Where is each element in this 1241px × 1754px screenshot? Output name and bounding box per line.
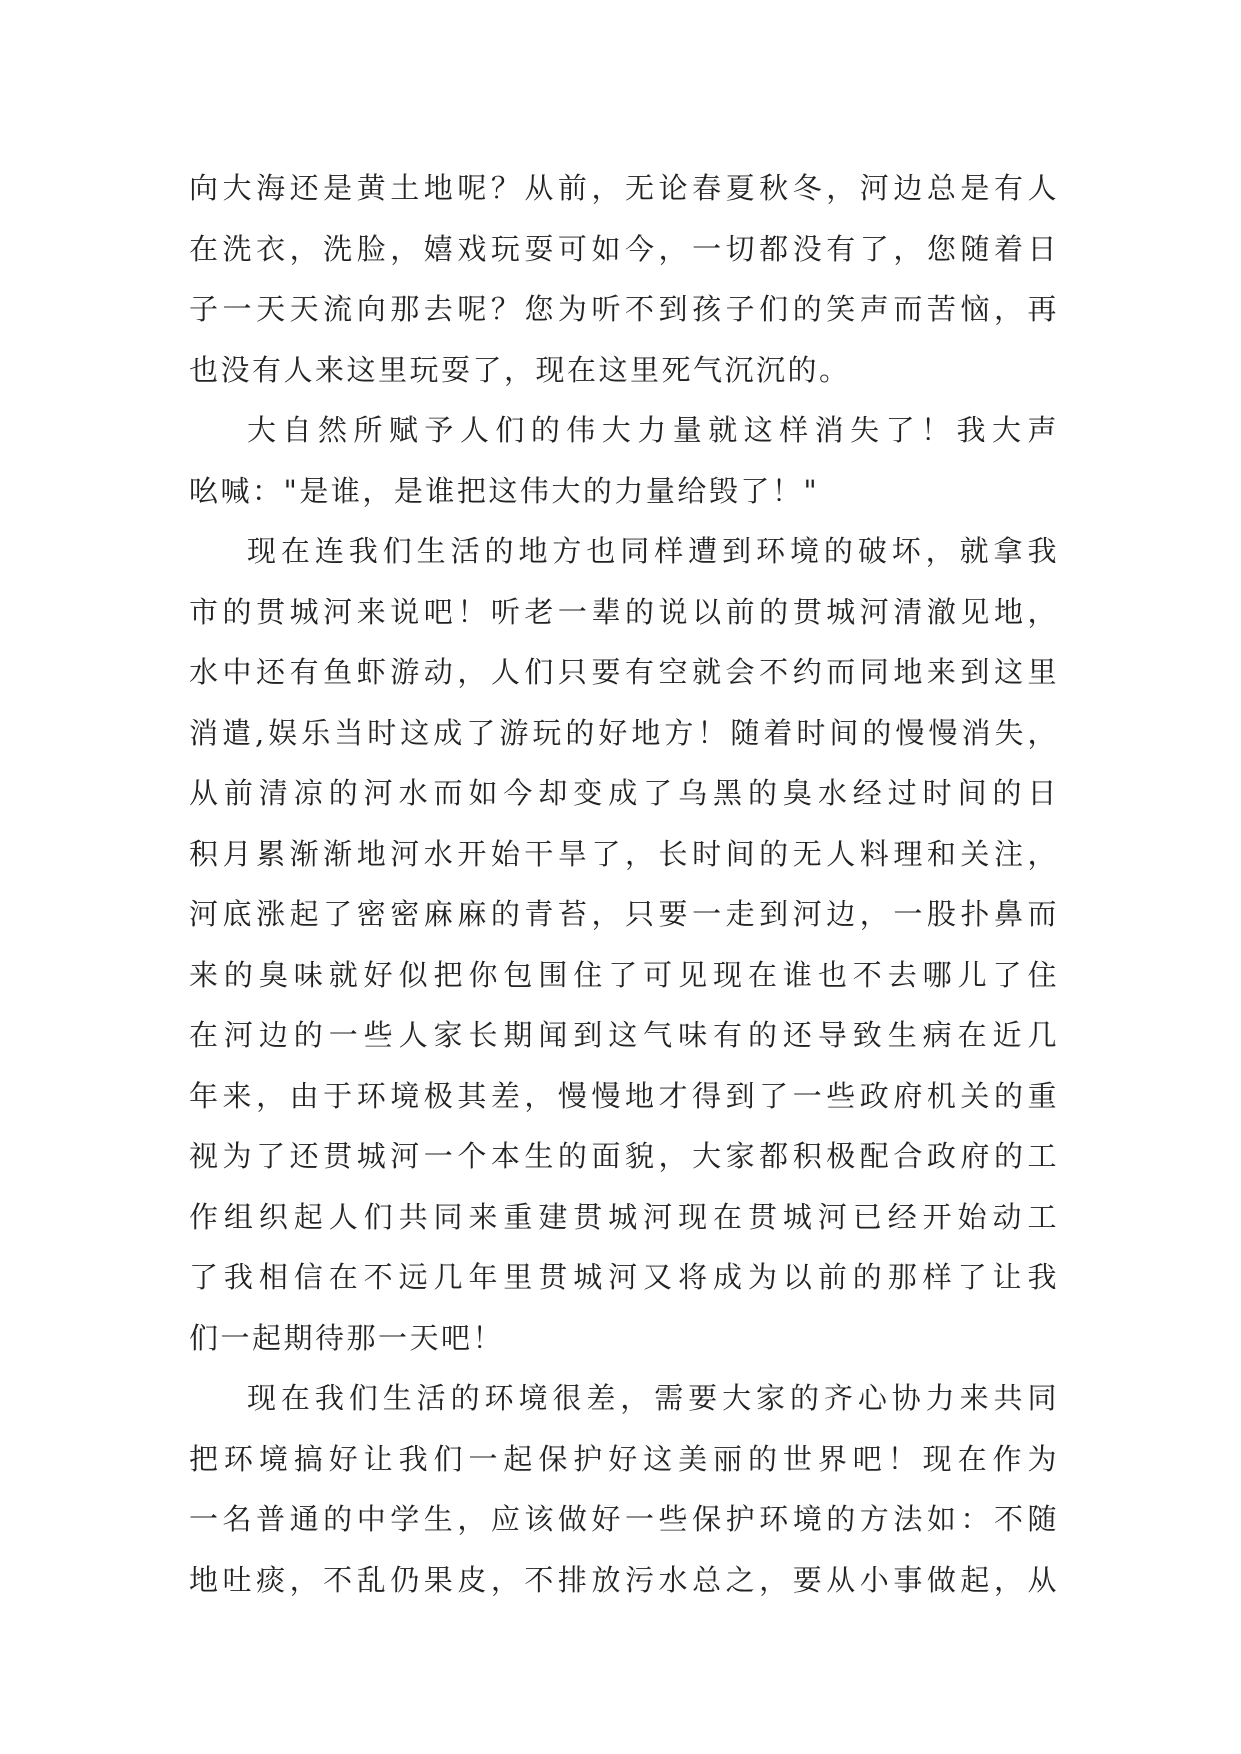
text-line-7: 现在连我们生活的地方也同样遭到环境的破坏，就拿我 xyxy=(247,534,1059,568)
text-line-17: 视为了还贯城河一个本生的面貌，大家都积极配合政府的工 xyxy=(189,1139,1059,1173)
text-line-10: 消遣,娱乐当时这成了游玩的好地方！随着时间的慢慢消失， xyxy=(189,715,1059,750)
text-line-9: 水中还有鱼虾游动，人们只要有空就会不约而同地来到这里 xyxy=(189,655,1059,689)
text-line-13: 河底涨起了密密麻麻的青苔，只要一走到河边，一股扑鼻而 xyxy=(189,897,1059,931)
text-line-23: 一名普通的中学生，应该做好一些保护环境的方法如：不随 xyxy=(189,1502,1059,1536)
text-line-22: 把环境搞好让我们一起保护好这美丽的世界吧！现在作为 xyxy=(189,1441,1059,1476)
text-line-12: 积月累渐渐地河水开始干旱了，长时间的无人料理和关注， xyxy=(189,836,1059,871)
text-line-3: 子一天天流向那去呢？您为听不到孩子们的笑声而苦恼，再 xyxy=(189,292,1059,326)
text-line-5: 大自然所赋予人们的伟大力量就这样消失了！我大声 xyxy=(247,413,1059,447)
text-line-8: 市的贯城河来说吧！听老一辈的说以前的贯城河清澈见地， xyxy=(189,594,1059,629)
text-line-21: 现在我们生活的环境很差，需要大家的齐心协力来共同 xyxy=(247,1381,1059,1415)
text-line-4: 也没有人来这里玩耍了，现在这里死气沉沉的。 xyxy=(189,352,851,387)
text-line-15: 在河边的一些人家长期闻到这气味有的还导致生病在近几 xyxy=(189,1018,1059,1052)
text-line-14: 来的臭味就好似把你包围住了可见现在谁也不去哪儿了住 xyxy=(189,957,1059,992)
text-line-18: 作组织起人们共同来重建贯城河现在贯城河已经开始动工 xyxy=(189,1199,1059,1234)
text-line-20: 们一起期待那一天吧！ xyxy=(189,1320,505,1355)
text-line-6: 吆喊："是谁，是谁把这伟大的力量给毁了！" xyxy=(189,473,820,508)
text-line-24: 地吐痰，不乱仍果皮，不排放污水总之，要从小事做起，从 xyxy=(189,1562,1059,1597)
text-line-16: 年来，由于环境极其差，慢慢地才得到了一些政府机关的重 xyxy=(189,1078,1059,1113)
text-line-19: 了我相信在不远几年里贯城河又将成为以前的那样了让我 xyxy=(189,1260,1059,1294)
text-line-11: 从前清凉的河水而如今却变成了乌黑的臭水经过时间的日 xyxy=(189,776,1059,810)
body-text xyxy=(189,158,1059,1610)
text-line-1: 向大海还是黄土地呢？从前，无论春夏秋冬，河边总是有人 xyxy=(189,171,1059,205)
text-line-2: 在洗衣，洗脸，嬉戏玩耍可如今，一切都没有了，您随着日 xyxy=(189,231,1059,266)
